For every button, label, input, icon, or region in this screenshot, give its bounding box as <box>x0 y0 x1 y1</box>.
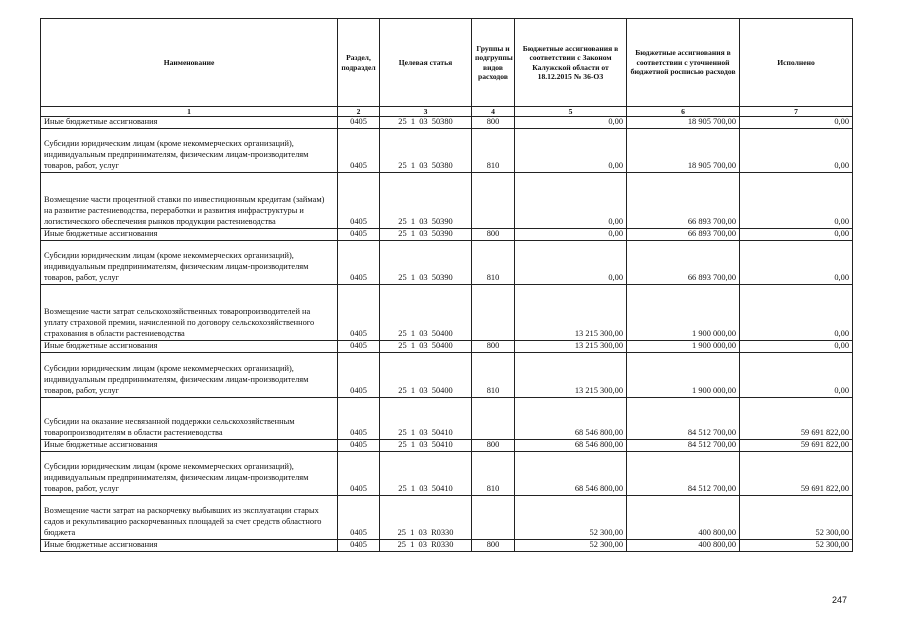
row-updated-amount: 400 800,00 <box>627 539 740 551</box>
row-name: Иные бюджетные ассигнования <box>41 228 338 240</box>
row-name: Иные бюджетные ассигнования <box>41 117 338 129</box>
column-number: 4 <box>472 107 515 117</box>
row-executed-amount: 0,00 <box>740 117 853 129</box>
row-executed-amount: 0,00 <box>740 240 853 284</box>
row-law-amount: 13 215 300,00 <box>515 340 627 352</box>
row-updated-amount: 84 512 700,00 <box>627 397 740 439</box>
row-law-amount: 13 215 300,00 <box>515 284 627 340</box>
table-row <box>41 397 853 439</box>
row-executed-amount: 0,00 <box>740 340 853 352</box>
row-law-amount: 0,00 <box>515 228 627 240</box>
row-name: Иные бюджетные ассигнования <box>41 539 338 551</box>
row-target: 25 1 03 50380 <box>380 117 472 129</box>
row-executed-amount: 52 300,00 <box>740 495 853 539</box>
row-target: 25 1 03 50390 <box>380 172 472 228</box>
header-groups: Группы и подгруппы видов расходов <box>472 19 515 107</box>
row-executed-amount: 0,00 <box>740 352 853 397</box>
row-name: Субсидии юридическим лицам (кроме некоммерческих организаций), индивидуальным предпринимателям, физическим лицам-производителям товаров, работ, услуг <box>41 352 338 397</box>
row-section: 0405 <box>338 539 380 551</box>
header-target: Целевая статья <box>380 19 472 107</box>
row-executed-amount: 0,00 <box>740 128 853 172</box>
table-row <box>41 495 853 539</box>
row-section: 0405 <box>338 117 380 129</box>
header-row <box>41 19 853 107</box>
row-group: 800 <box>472 439 515 451</box>
table-header <box>41 19 853 117</box>
row-section: 0405 <box>338 495 380 539</box>
row-group: 810 <box>472 128 515 172</box>
table-row <box>41 228 853 240</box>
table-row <box>41 284 853 340</box>
row-target: 25 1 03 R0330 <box>380 539 472 551</box>
page-number: 247 <box>832 595 848 605</box>
row-section: 0405 <box>338 240 380 284</box>
column-number: 7 <box>740 107 853 117</box>
row-section: 0405 <box>338 439 380 451</box>
table-row <box>41 172 853 228</box>
row-target: 25 1 03 50390 <box>380 240 472 284</box>
row-section: 0405 <box>338 172 380 228</box>
row-name: Иные бюджетные ассигнования <box>41 340 338 352</box>
row-section: 0405 <box>338 128 380 172</box>
table-body <box>41 117 853 552</box>
row-group <box>472 172 515 228</box>
row-section: 0405 <box>338 228 380 240</box>
row-section: 0405 <box>338 340 380 352</box>
row-target: 25 1 03 50390 <box>380 228 472 240</box>
row-target: 25 1 03 50410 <box>380 439 472 451</box>
row-name: Возмещение части затрат на раскорчевку выбывших из эксплуатации старых садов и рекультивацию раскорчеванных площадей за счет средств областного бюджета <box>41 495 338 539</box>
row-updated-amount: 84 512 700,00 <box>627 439 740 451</box>
row-group <box>472 495 515 539</box>
row-group: 800 <box>472 539 515 551</box>
row-section: 0405 <box>338 451 380 495</box>
header-executed: Исполнено <box>740 19 853 107</box>
row-target: 25 1 03 50410 <box>380 451 472 495</box>
row-group <box>472 284 515 340</box>
row-name: Возмещение части затрат сельскохозяйственных товаропроизводителей на уплату страховой премии, начисленной по договору сельскохозяйственного страхования в области растениеводства <box>41 284 338 340</box>
row-law-amount: 0,00 <box>515 117 627 129</box>
row-law-amount: 13 215 300,00 <box>515 352 627 397</box>
header-name: Наименование <box>41 19 338 107</box>
budget-table <box>40 18 853 552</box>
row-group: 810 <box>472 451 515 495</box>
row-updated-amount: 400 800,00 <box>627 495 740 539</box>
row-section: 0405 <box>338 397 380 439</box>
row-group: 810 <box>472 352 515 397</box>
row-updated-amount: 84 512 700,00 <box>627 451 740 495</box>
row-law-amount: 68 546 800,00 <box>515 451 627 495</box>
table-row <box>41 352 853 397</box>
row-section: 0405 <box>338 284 380 340</box>
row-updated-amount: 1 900 000,00 <box>627 352 740 397</box>
table-row <box>41 539 853 551</box>
table-row <box>41 451 853 495</box>
header-section: Раздел, подраздел <box>338 19 380 107</box>
row-name: Субсидии юридическим лицам (кроме некоммерческих организаций), индивидуальным предпринимателям, физическим лицам-производителям товаров, работ, услуг <box>41 240 338 284</box>
column-number: 3 <box>380 107 472 117</box>
row-law-amount: 68 546 800,00 <box>515 439 627 451</box>
header-updated-allocations: Бюджетные ассигнования в соответствии с уточненной бюджетной росписью расходов <box>627 19 740 107</box>
row-updated-amount: 66 893 700,00 <box>627 240 740 284</box>
row-law-amount: 0,00 <box>515 240 627 284</box>
row-group: 800 <box>472 228 515 240</box>
row-group: 800 <box>472 117 515 129</box>
header-law-allocations: Бюджетные ассигнования в соответствии с Законом Калужской области от 18.12.2015 № 36-ОЗ <box>515 19 627 107</box>
row-target: 25 1 03 50400 <box>380 352 472 397</box>
column-number: 1 <box>41 107 338 117</box>
row-name: Иные бюджетные ассигнования <box>41 439 338 451</box>
table-row <box>41 439 853 451</box>
row-law-amount: 68 546 800,00 <box>515 397 627 439</box>
row-executed-amount: 0,00 <box>740 228 853 240</box>
column-number: 5 <box>515 107 627 117</box>
row-target: 25 1 03 50400 <box>380 284 472 340</box>
row-name: Субсидии юридическим лицам (кроме некоммерческих организаций), индивидуальным предпринимателям, физическим лицам-производителям товаров, работ, услуг <box>41 451 338 495</box>
row-target: 25 1 03 50410 <box>380 397 472 439</box>
row-section: 0405 <box>338 352 380 397</box>
row-name: Субсидии юридическим лицам (кроме некоммерческих организаций), индивидуальным предпринимателям, физическим лицам-производителям товаров, работ, услуг <box>41 128 338 172</box>
row-updated-amount: 66 893 700,00 <box>627 172 740 228</box>
row-executed-amount: 59 691 822,00 <box>740 439 853 451</box>
row-group <box>472 397 515 439</box>
row-law-amount: 0,00 <box>515 128 627 172</box>
row-updated-amount: 66 893 700,00 <box>627 228 740 240</box>
row-updated-amount: 1 900 000,00 <box>627 340 740 352</box>
row-executed-amount: 59 691 822,00 <box>740 397 853 439</box>
row-updated-amount: 18 905 700,00 <box>627 117 740 129</box>
row-executed-amount: 0,00 <box>740 172 853 228</box>
table-row <box>41 117 853 129</box>
row-executed-amount: 59 691 822,00 <box>740 451 853 495</box>
row-law-amount: 0,00 <box>515 172 627 228</box>
row-target: 25 1 03 R0330 <box>380 495 472 539</box>
table-row <box>41 128 853 172</box>
row-executed-amount: 0,00 <box>740 284 853 340</box>
table-row <box>41 340 853 352</box>
row-group: 800 <box>472 340 515 352</box>
row-target: 25 1 03 50380 <box>380 128 472 172</box>
row-updated-amount: 1 900 000,00 <box>627 284 740 340</box>
column-number: 2 <box>338 107 380 117</box>
table-row <box>41 240 853 284</box>
column-number: 6 <box>627 107 740 117</box>
row-executed-amount: 52 300,00 <box>740 539 853 551</box>
row-target: 25 1 03 50400 <box>380 340 472 352</box>
row-updated-amount: 18 905 700,00 <box>627 128 740 172</box>
column-number-row <box>41 107 853 117</box>
row-law-amount: 52 300,00 <box>515 495 627 539</box>
row-group: 810 <box>472 240 515 284</box>
row-name: Субсидии на оказание несвязанной поддержки сельскохозяйственным товаропроизводителям в области растениеводства <box>41 397 338 439</box>
row-name: Возмещение части процентной ставки по инвестиционным кредитам (займам) на развитие растениеводства, переработки и развития инфраструктуры и логистического обеспечения рынков продукции растениеводства <box>41 172 338 228</box>
row-law-amount: 52 300,00 <box>515 539 627 551</box>
